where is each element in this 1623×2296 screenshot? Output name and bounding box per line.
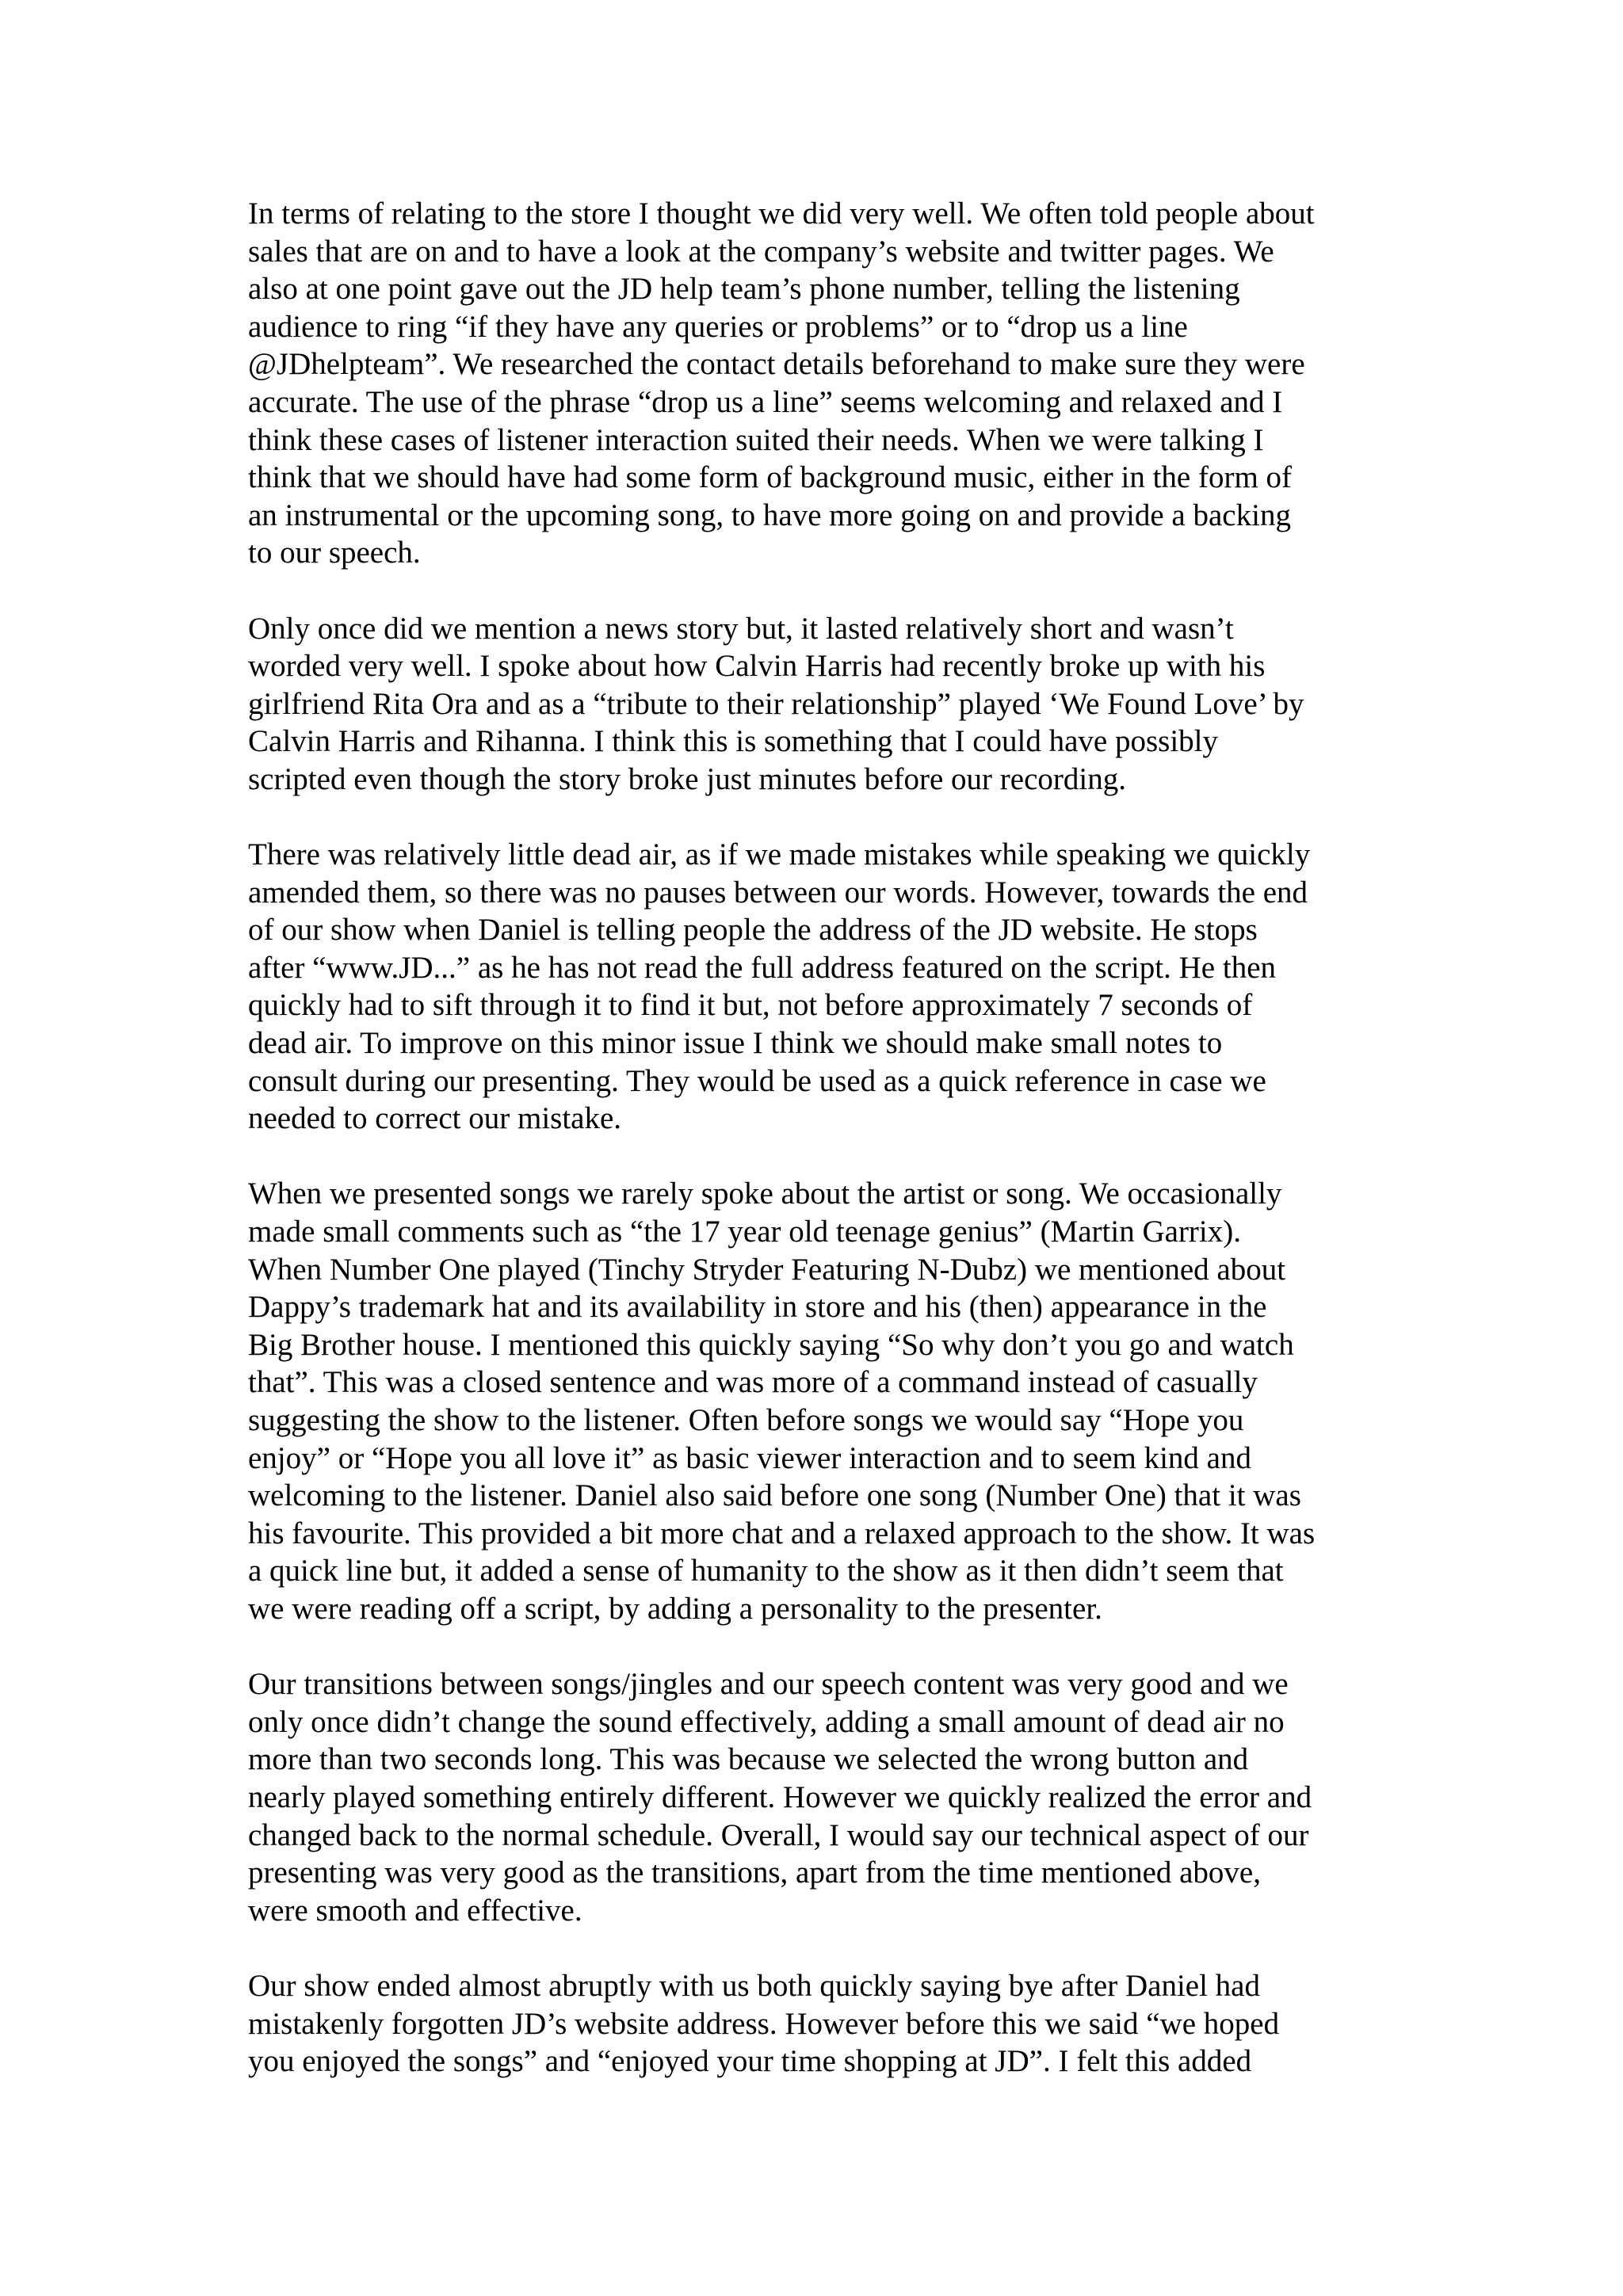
paragraph-dead-air: There was relatively little dead air, as if we made mistakes while speaking we quickly amended them, so there was no pauses between our words. However, towards the end of our show when Daniel is telling people the address of the JD website. He stops after “www.JD...” as he has not read the full address featured on the script. He then quickly had to sift through it to find it but, not before approximately 7 seconds of dead air. To improve on this minor issue I think we should make small notes to consult during our presenting. They would be used as a quick reference in case we needed to correct our mistake. bbox=[248, 837, 1311, 1136]
paragraph-transitions: Our transitions between songs/jingles and our speech content was very good and we only once didn’t change the sound effectively, adding a small amount of dead air no more than two seconds long. This was because we selected the wrong button and nearly played something entirely different. However we quickly realized the error and changed back to the normal schedule. Overall, I would say our technical aspect of our presenting was very good as the transitions, apart from the time mentioned above, were smooth and effective. bbox=[248, 1667, 1312, 1928]
paragraph-presenting-songs: When we presented songs we rarely spoke about the artist or song. We occasionally made small comments such as “the 17 year old teenage genius” (Martin Garrix). When Number One played (Tinchy Stryder Featuring N-Dubz) we mentioned about Dappy’s trademark hat and its availability in store and his (then) appearance in the Big Brother house. I mentioned this quickly saying “So why don’t you go and watch that”. This was a closed sentence and was more of a command instead of casually suggesting the show to the listener. Often before songs we would say “Hope you enjoy” or “Hope you all love it” as basic viewer interaction and to seem kind and welcoming to the listener. Daniel also said before one song (Number One) that it was his favourite. This provided a bit more chat and a relaxed approach to the show. It was a quick line but, it added a sense of humanity to the show as it then didn’t seem that we were reading off a script, by adding a personality to the presenter. bbox=[248, 1177, 1316, 1626]
paragraph-store-relation: In terms of relating to the store I thought we did very well. We often told people about sales that are on and to have a look at the company’s website and twitter pages. We also at one point gave out the JD help team’s phone number, telling the listening audience to ring “if they have any queries or problems” or to “drop us a line @JDhelpteam”. We researched the contact details beforehand to make sure they were accurate. The use of the phrase “drop us a line” seems welcoming and relaxed and I think these cases of listener interaction suited their needs. When we were talking I think that we should have had some form of background music, either in the form of an instrumental or the upcoming song, to have more going on and provide a backing to our speech. bbox=[248, 196, 1315, 570]
document-body bbox=[248, 195, 1389, 2118]
paragraph-show-ending: Our show ended almost abruptly with us both quickly saying bye after Daniel had mistakenly forgotten JD’s website address. However before this we said “we hoped you enjoyed the songs” and “enjoyed your time shopping at JD”. I felt this added bbox=[248, 1968, 1280, 2079]
paragraph-news-story: Only once did we mention a news story but, it lasted relatively short and wasn’t worded very well. I spoke about how Calvin Harris had recently broke up with his girlfriend Rita Ora and as a “tribute to their relationship” played ‘We Found Love’ by Calvin Harris and Rihanna. I think this is something that I could have possibly scripted even though the story broke just minutes before our recording. bbox=[248, 611, 1304, 796]
